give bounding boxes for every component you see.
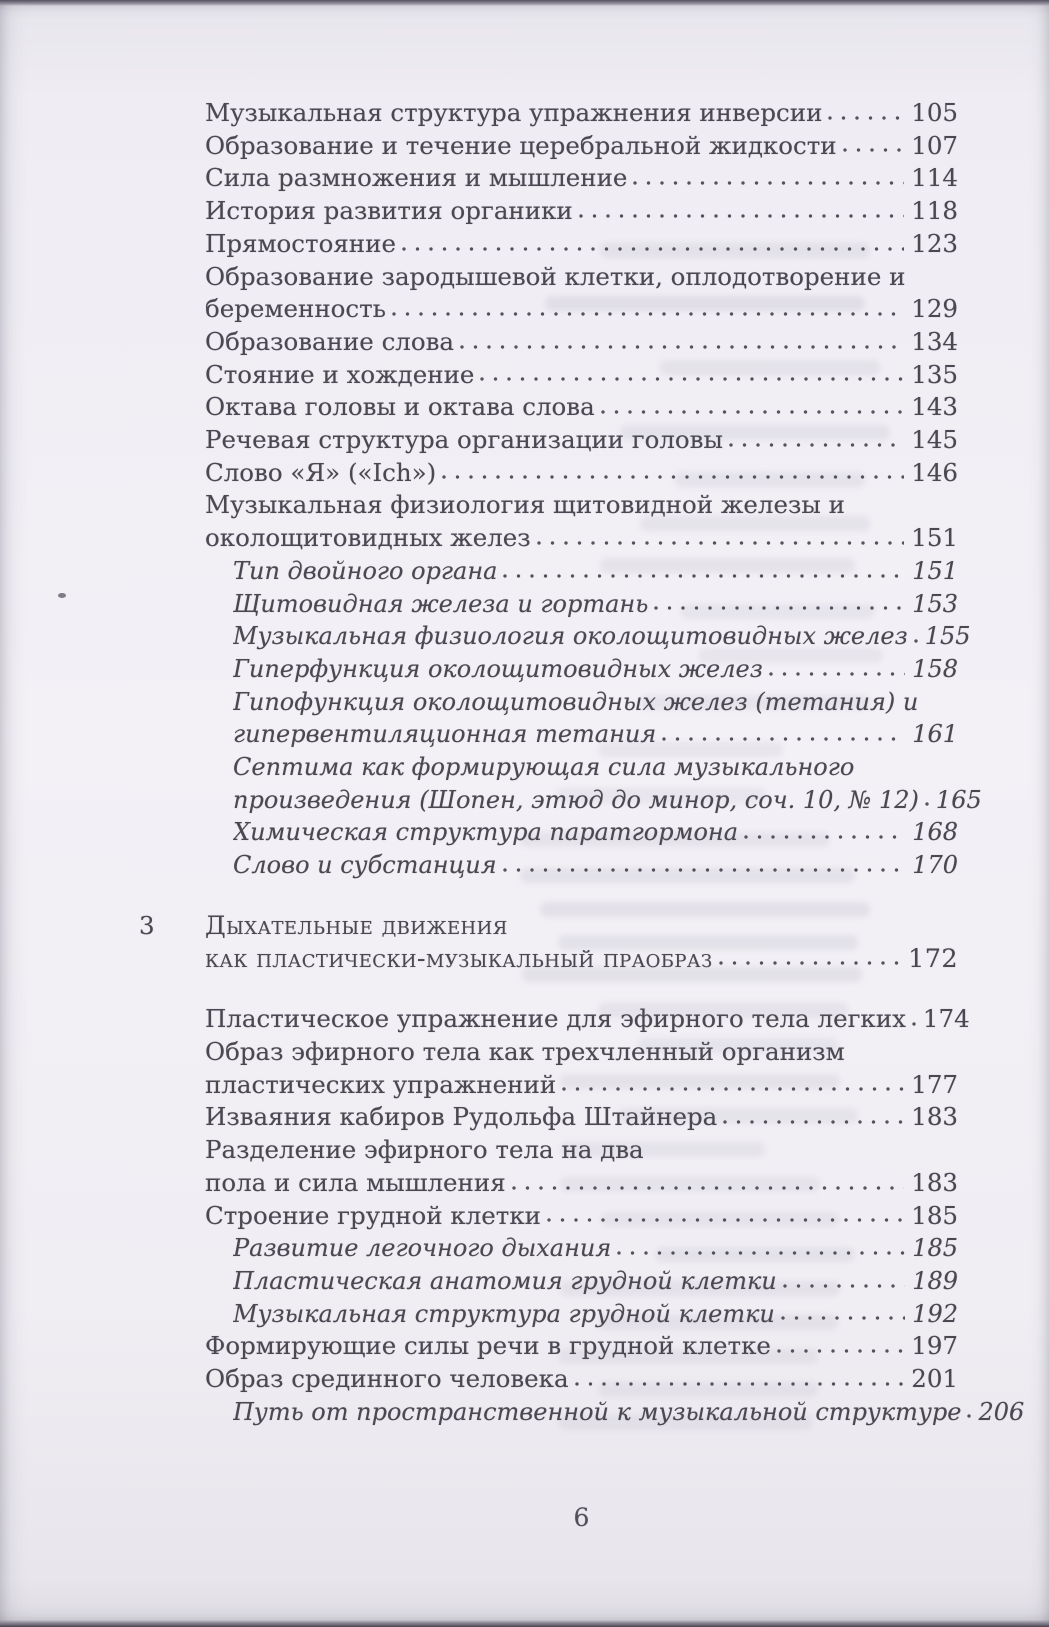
- toc-entry-row: [205, 391, 958, 424]
- toc-page-number: 170: [912, 851, 958, 880]
- toc-entry-row: [205, 555, 958, 588]
- dot-leader: [910, 1003, 916, 1036]
- dot-leader: [545, 1200, 904, 1233]
- scan-edge-bottom: [0, 1620, 1049, 1627]
- toc-entry-title: Слово «Я» («Ich»): [205, 457, 437, 487]
- dot-leader: [577, 195, 905, 228]
- toc-entry-title: Образ срединного человека: [205, 1364, 569, 1394]
- dot-leader: [721, 1101, 904, 1134]
- toc-entry-row: [205, 1036, 958, 1069]
- toc-entry-row: [205, 1101, 958, 1134]
- dot-leader: [560, 1069, 904, 1102]
- toc-entry-title: пола и сила мышления: [205, 1167, 506, 1197]
- dot-leader: [826, 97, 904, 130]
- toc-entry-title: Прямостояние: [205, 228, 396, 258]
- toc-entry-row: [205, 784, 982, 817]
- dot-leader: [440, 457, 904, 490]
- toc-entry-title: Слово и субстанция: [233, 851, 497, 880]
- toc-entry-title: Образование зародышевой клетки, оплодотворение и: [205, 261, 906, 291]
- toc-entry-title: Химическая структура паратгормона: [233, 818, 739, 847]
- toc-entry-row: [205, 849, 958, 882]
- toc-entry-row: [205, 816, 958, 849]
- dot-leader: [841, 130, 905, 163]
- toc-entry-title: Музыкальная физиология околощитовидных желез: [233, 622, 908, 651]
- dot-leader: [458, 326, 904, 359]
- dot-leader: [775, 1330, 904, 1363]
- toc-entry-title: Гипофункция околощитовидных желез (тетания) и: [233, 687, 919, 716]
- toc-page-number: 135: [911, 359, 958, 389]
- toc-page-number: 158: [912, 654, 958, 683]
- toc-entry-title: Формирующие силы речи в грудной клетке: [205, 1331, 771, 1361]
- toc-page-number: 197: [911, 1331, 958, 1361]
- toc-entry-title: Гиперфункция околощитовидных желез: [233, 654, 763, 683]
- dot-leader: [781, 1265, 905, 1298]
- toc-entry-row: [205, 489, 958, 522]
- toc-entry-row: [205, 359, 958, 392]
- toc-entry-title: Музыкальная структура упражнения инверсии: [205, 98, 823, 127]
- toc-entry-title: пластических упражнений: [205, 1069, 557, 1099]
- toc-entry-title: Развитие легочного дыхания: [233, 1234, 612, 1263]
- toc-entry-row: [205, 751, 958, 784]
- toc-page-number: 185: [912, 1234, 958, 1263]
- toc-page-number: 177: [911, 1069, 958, 1099]
- toc-page-number: 189: [912, 1266, 958, 1295]
- dot-leader: [400, 228, 904, 261]
- toc-entry-title: беременность: [205, 294, 387, 324]
- dot-leader: [767, 653, 905, 686]
- toc-entry-row: [205, 1069, 958, 1102]
- toc-entry-row: [205, 1363, 958, 1396]
- toc-entry-row: [205, 1134, 958, 1167]
- toc-entry-title: околощитовидных желез: [205, 523, 531, 553]
- toc-entry-title: Разделение эфирного тела на два: [205, 1135, 644, 1165]
- toc-entry-row: [205, 522, 958, 555]
- toc-page-number: 129: [911, 294, 958, 324]
- toc-entry-row: [205, 424, 958, 457]
- toc-entry-title: Музыкальная физиология щитовидной железы и: [205, 490, 845, 520]
- toc-entry-title: Образование слова: [205, 326, 455, 356]
- toc-entry-row: [205, 1396, 1025, 1429]
- toc-entry-title: Щитовидная железа и гортань: [233, 589, 649, 618]
- toc-entry-row: [205, 1330, 958, 1363]
- dot-leader: [742, 816, 905, 849]
- toc-page-number: 134: [911, 326, 958, 356]
- toc-entry-title: Октава головы и октава слова: [205, 392, 595, 422]
- toc-entry-row: [205, 1298, 958, 1331]
- toc-entry-title: Септима как формирующая сила музыкального: [233, 753, 855, 782]
- toc-entry-row: [205, 686, 958, 719]
- toc-page-number: 192: [912, 1299, 958, 1328]
- toc-entry-row: [205, 1232, 958, 1265]
- page-number-footer: 6: [573, 1503, 590, 1532]
- toc-page-number: 151: [912, 556, 958, 585]
- dot-leader: [652, 588, 905, 621]
- dot-leader: [727, 424, 904, 457]
- chapter-number: 3: [139, 910, 155, 940]
- toc-entry-title: Дыхательные движения: [205, 910, 508, 941]
- toc-page-number: 153: [912, 589, 958, 618]
- toc-chapter-row: [139, 910, 958, 943]
- toc-entry-row: [205, 1265, 958, 1298]
- toc-entry-title: Образ эфирного тела как трехчленный организм: [205, 1036, 845, 1066]
- toc-page-number: 206: [978, 1397, 1025, 1426]
- toc-entry-title: Изваяния кабиров Рудольфа Штайнера: [205, 1102, 718, 1132]
- toc-entry-title: произведения (Шопен, этюд до минор, соч. 10, № 12): [233, 785, 919, 814]
- toc-page-number: 146: [911, 457, 958, 487]
- dot-leader: [599, 391, 905, 424]
- toc-entry-row: [205, 162, 958, 195]
- dot-leader: [965, 1396, 971, 1429]
- toc-entry-row: [205, 653, 958, 686]
- toc-entry-row: [205, 195, 958, 228]
- toc-entry-title: Путь от пространственной к музыкальной структуре: [233, 1397, 962, 1426]
- toc-entry-row: [205, 620, 971, 653]
- toc-page-number: 185: [911, 1200, 958, 1230]
- dot-leader: [510, 1167, 905, 1200]
- toc-entry-row: [205, 588, 958, 621]
- toc-page-number: 174: [922, 1004, 970, 1034]
- dot-leader: [573, 1363, 905, 1396]
- toc-page-number: 107: [911, 130, 958, 160]
- toc-entry-row: [205, 228, 958, 261]
- toc-page-number: 151: [911, 523, 958, 553]
- dot-leader: [501, 849, 906, 882]
- dot-leader: [631, 162, 904, 195]
- toc-entry-title: Речевая структура организации головы: [205, 425, 723, 455]
- dot-leader: [478, 359, 904, 392]
- toc-page-number: 165: [935, 785, 982, 814]
- toc-page-number: 118: [911, 196, 958, 226]
- toc-entry-title: Пластическая анатомия грудной клетки: [233, 1266, 777, 1295]
- toc-page-number: 183: [911, 1167, 958, 1197]
- toc-page-number: 155: [924, 622, 971, 651]
- dot-leader: [923, 784, 929, 817]
- dot-leader: [615, 1232, 905, 1265]
- toc-page-number: 201: [911, 1364, 958, 1394]
- toc-entry-row: [205, 457, 958, 490]
- toc-entry-title: Сила размножения и мышление: [205, 163, 628, 193]
- dot-leader: [779, 1298, 905, 1331]
- toc-page-number: 168: [912, 818, 958, 847]
- toc-entry-row: [205, 97, 958, 130]
- dot-leader: [660, 718, 905, 751]
- toc-page-number: 123: [911, 228, 958, 258]
- toc-entry-row: [205, 326, 958, 359]
- toc-chapter-row: [205, 943, 958, 976]
- dot-leader: [390, 293, 904, 326]
- table-of-contents: [139, 97, 1025, 1428]
- scan-edge-top: [0, 0, 1049, 6]
- toc-entry-title: Пластическое упражнение для эфирного тела легких: [205, 1004, 906, 1034]
- toc-entry-row: [205, 1003, 970, 1036]
- toc-page-number: 161: [912, 720, 958, 749]
- toc-entry-title: как пластически-музыкальный праобраз: [205, 943, 713, 974]
- toc-page-number: 183: [911, 1102, 958, 1132]
- dot-leader: [501, 555, 905, 588]
- toc-page-number: 143: [911, 392, 958, 422]
- toc-entry-row: [205, 718, 958, 751]
- dot-leader: [912, 620, 918, 653]
- toc-page-number: 172: [908, 943, 958, 974]
- toc-entry-row: [205, 261, 958, 294]
- toc-entry-title: Стояние и хождение: [205, 359, 475, 389]
- toc-entry-title: Образование и течение церебральной жидкости: [205, 130, 837, 160]
- scan-speck-artifact: [58, 593, 66, 598]
- toc-page-number: 145: [911, 425, 958, 455]
- toc-page-number: 105: [911, 98, 958, 127]
- toc-entry-title: гипервентиляционная тетания: [233, 720, 657, 749]
- toc-entry-row: [205, 1200, 958, 1233]
- toc-entry-row: [205, 130, 958, 163]
- toc-page-number: 114: [911, 163, 958, 193]
- toc-entry-row: [205, 1167, 958, 1200]
- toc-entry-title: Тип двойного органа: [233, 556, 498, 585]
- toc-entry-row: [205, 293, 958, 326]
- toc-entry-title: Музыкальная структура грудной клетки: [233, 1299, 775, 1328]
- dot-leader: [535, 522, 905, 555]
- dot-leader: [717, 943, 902, 976]
- toc-entry-title: История развития органики: [205, 196, 573, 226]
- toc-entry-title: Строение грудной клетки: [205, 1200, 541, 1230]
